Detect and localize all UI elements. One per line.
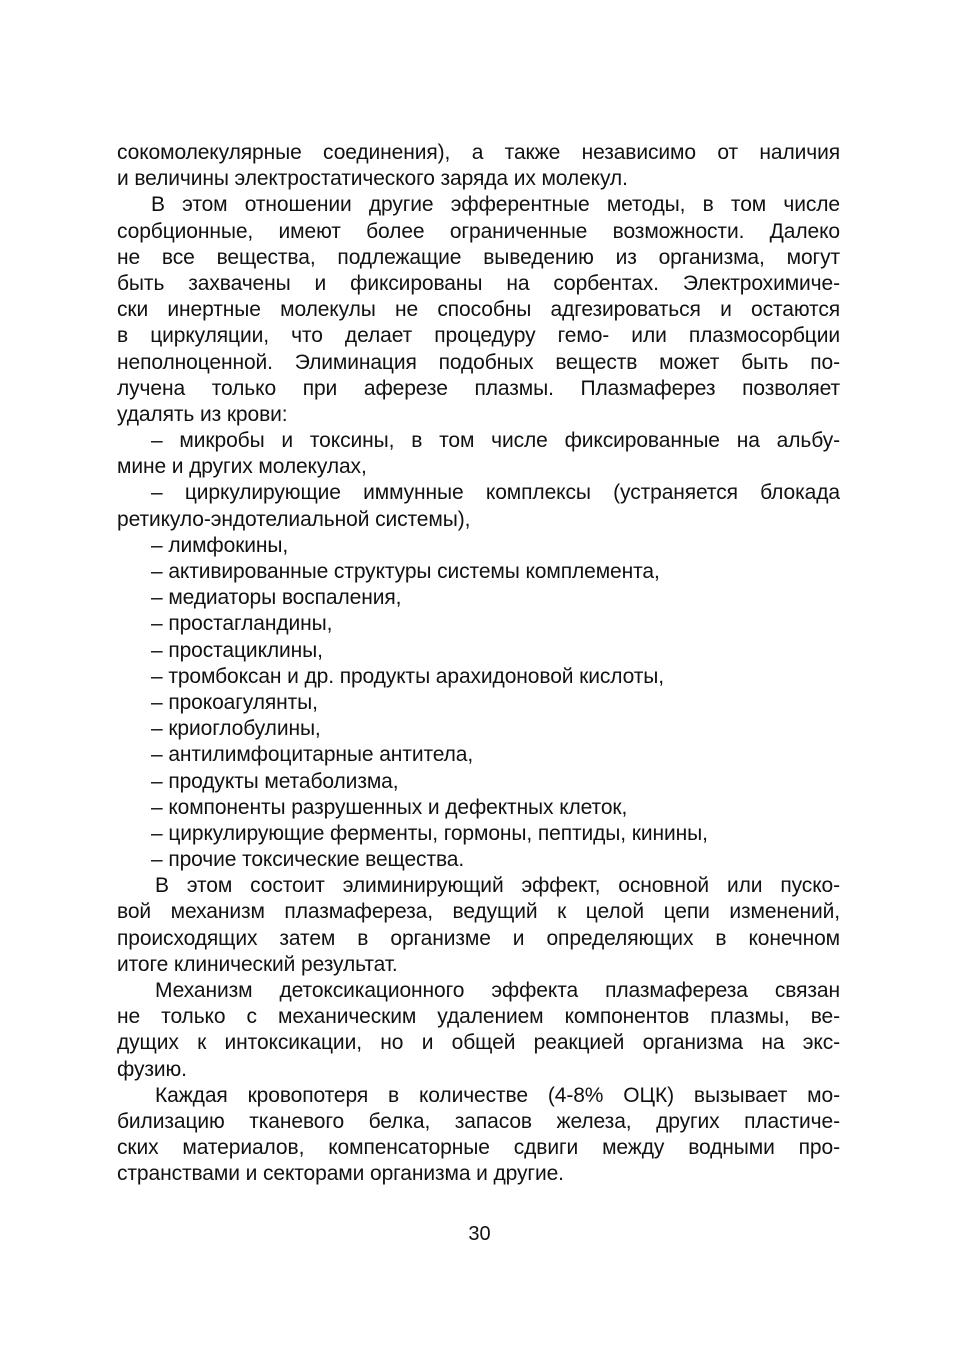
list-item: – медиаторы воспаления, bbox=[151, 586, 402, 610]
list-item: – циркулирующие иммунные комплексы (устраняется блокада bbox=[151, 481, 840, 505]
list-item: – прочие токсические вещества. bbox=[151, 848, 465, 872]
text-line: ских материалов, компенсаторные сдвиги между водными про- bbox=[117, 1136, 840, 1160]
text-line: билизацию тканевого белка, запасов железа, других пластиче- bbox=[117, 1109, 840, 1133]
page-number: 30 bbox=[468, 1223, 491, 1245]
text-line: странствами и секторами организма и другие. bbox=[117, 1162, 564, 1186]
text-line: лучена только при аферезе плазмы. Плазмаферез позволяет bbox=[117, 376, 840, 400]
text-line: сорбционные, имеют более ограниченные возможности. Далеко bbox=[117, 219, 840, 243]
text-line: В этом отношении другие эфферентные методы, в том числе bbox=[151, 193, 840, 217]
list-item: – тромбоксан и др. продукты арахидоновой кислоты, bbox=[151, 664, 665, 688]
text-line: Механизм детоксикационного эффекта плазмафереза связан bbox=[155, 979, 840, 1002]
text-line: быть захвачены и фиксированы на сорбентах. Электрохимиче- bbox=[117, 271, 840, 295]
text-line: ретикуло-эндотелиальной системы), bbox=[117, 507, 471, 531]
text-line: итоге клинический результат. bbox=[117, 952, 398, 976]
text-line: фузию. bbox=[117, 1057, 187, 1081]
page-body bbox=[117, 140, 840, 1188]
text-line: происходящих затем в организме и определяющих в конечном bbox=[117, 926, 840, 950]
list-item: – активированные структуры системы комплемента, bbox=[151, 560, 660, 583]
list-item: – простагландины, bbox=[151, 612, 333, 636]
text-line: удалять из крови: bbox=[117, 402, 288, 426]
list-item: – антилимфоцитарные антитела, bbox=[151, 743, 474, 767]
text-line: в циркуляции, что делает процедуру гемо- или плазмосорбции bbox=[117, 324, 840, 348]
list-item: – лимфокины, bbox=[151, 533, 289, 557]
list-item: – криоглобулины, bbox=[151, 717, 321, 741]
list-item: – циркулирующие ферменты, гормоны, пептиды, кинины, bbox=[151, 821, 708, 845]
text-line: не только с механическим удалением компонентов плазмы, ве- bbox=[117, 1005, 840, 1029]
text-line: ски инертные молекулы не способны адгезироваться и остаются bbox=[117, 298, 840, 322]
list-item: – простациклины, bbox=[151, 638, 323, 662]
text-line: неполноценной. Элиминация подобных веществ может быть по- bbox=[117, 350, 840, 374]
text-line: мине и других молекулах, bbox=[117, 455, 367, 479]
text-line: не все вещества, подлежащие выведению из организма, могут bbox=[117, 245, 840, 269]
text-line: дущих к интоксикации, но и общей реакцией организма на экс- bbox=[117, 1031, 840, 1055]
list-item: – микробы и токсины, в том числе фиксированные на альбу- bbox=[151, 429, 840, 453]
list-item: – компоненты разрушенных и дефектных клеток, bbox=[151, 795, 628, 819]
text-line: В этом состоит элиминирующий эффект, основной или пуско- bbox=[155, 874, 840, 898]
text-line: вой механизм плазмафереза, ведущий к целой цепи изменений, bbox=[117, 900, 840, 924]
list-item: – продукты метаболизма, bbox=[151, 769, 399, 793]
text-line: и величины электростатического заряда их молекул. bbox=[117, 167, 628, 191]
list-item: – прокоагулянты, bbox=[151, 690, 318, 714]
text-line: Каждая кровопотеря в количестве (4-8% ОЦК) вызывает мо- bbox=[155, 1083, 840, 1107]
text-line: сокомолекулярные соединения), а также независимо от наличия bbox=[117, 141, 840, 164]
